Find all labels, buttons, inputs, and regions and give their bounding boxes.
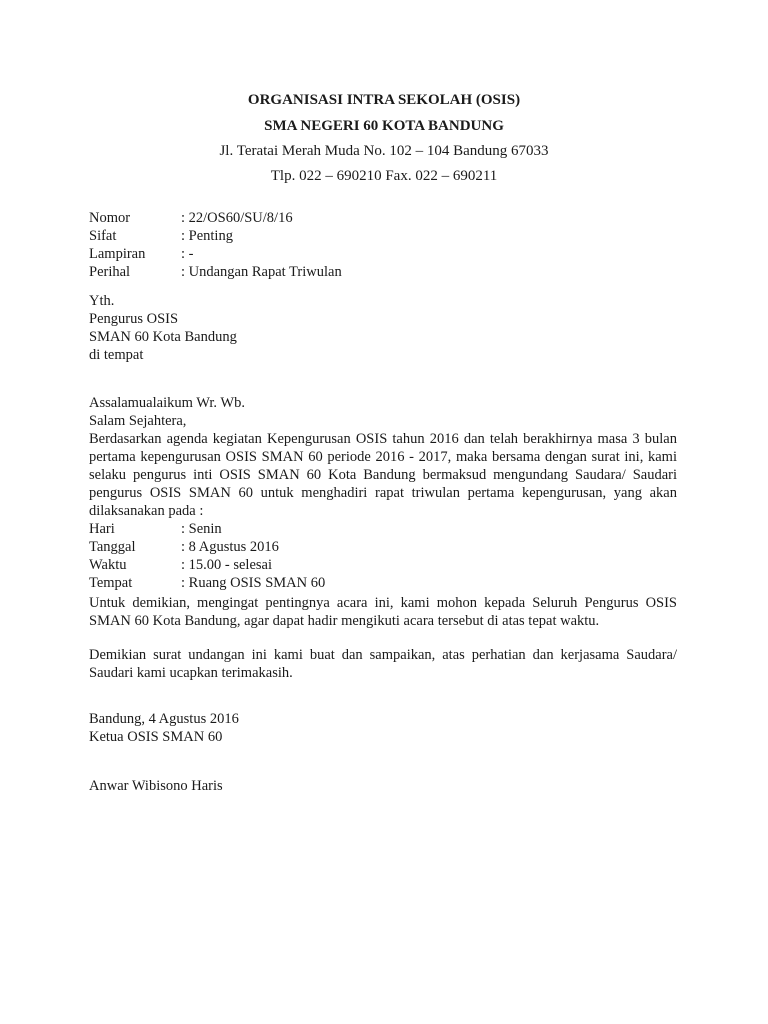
meta-row-sifat bbox=[89, 227, 677, 245]
recipient-line: Yth. bbox=[89, 293, 115, 309]
meta-label: Lampiran bbox=[89, 246, 146, 262]
body-line: pengurus OSIS SMAN 60 untuk menghadiri rapat triwulan pertama kepengurusan, yang akan bbox=[89, 485, 677, 501]
event-label: Waktu bbox=[89, 557, 127, 573]
school-address: Jl. Teratai Merah Muda No. 102 – 104 Bandung 67033 bbox=[219, 143, 549, 159]
signatory-name: Anwar Wibisono Haris bbox=[89, 778, 223, 794]
school-contact: Tlp. 022 – 690210 Fax. 022 – 690211 bbox=[270, 168, 498, 184]
meta-value: : Penting bbox=[181, 228, 233, 244]
body-line: Demikian surat undangan ini kami buat dan sampaikan, atas perhatian dan kerjasama Saudara/ bbox=[89, 647, 677, 663]
body-line: Untuk demikian, mengingat pentingnya acara ini, kami mohon kepada Seluruh Pengurus OSIS bbox=[89, 595, 677, 611]
closing-place-date: Bandung, 4 Agustus 2016 bbox=[89, 711, 239, 727]
school-name: SMA NEGERI 60 KOTA BANDUNG bbox=[264, 118, 504, 134]
event-value: : 8 Agustus 2016 bbox=[181, 539, 279, 555]
body-line: Saudari kami ucapkan terimakasih. bbox=[89, 665, 293, 681]
body-line: SMAN 60 Kota Bandung, agar dapat hadir mengikuti acara tersebut di atas tepat waktu. bbox=[89, 613, 600, 629]
meta-value: : - bbox=[181, 246, 194, 262]
event-row-tanggal bbox=[89, 538, 677, 556]
meta-label: Sifat bbox=[89, 228, 117, 244]
event-label: Tanggal bbox=[89, 539, 136, 555]
recipient-line: SMAN 60 Kota Bandung bbox=[89, 329, 237, 345]
closing-title: Ketua OSIS SMAN 60 bbox=[89, 729, 223, 745]
event-label: Tempat bbox=[89, 575, 133, 591]
greeting: Assalamualaikum Wr. Wb. bbox=[89, 395, 245, 411]
event-row-tempat bbox=[89, 574, 677, 592]
org-name: ORGANISASI INTRA SEKOLAH (OSIS) bbox=[247, 92, 521, 108]
recipient bbox=[89, 292, 677, 364]
body-line: selaku pengurus inti OSIS SMAN 60 Kota Bandung bermaksud mengundang Saudara/ Saudari bbox=[89, 467, 677, 483]
event-row-waktu bbox=[89, 556, 677, 574]
meta-label: Nomor bbox=[89, 210, 131, 226]
event-value: : 15.00 - selesai bbox=[181, 557, 273, 573]
meta-label: Perihal bbox=[89, 264, 131, 280]
event-value: : Senin bbox=[181, 521, 222, 537]
closing bbox=[89, 710, 677, 746]
meta-value: : 22/OS60/SU/8/16 bbox=[181, 210, 293, 226]
recipient-line: Pengurus OSIS bbox=[89, 311, 179, 327]
body-line: dilaksanakan pada : bbox=[89, 503, 204, 519]
paragraph-2 bbox=[89, 594, 677, 630]
greeting: Salam Sejahtera, bbox=[89, 413, 187, 429]
recipient-line: di tempat bbox=[89, 347, 144, 363]
event-label: Hari bbox=[89, 521, 115, 537]
event-row-hari bbox=[89, 520, 677, 538]
body-line: pertama kepengurusan OSIS SMAN 60 periode 2016 - 2017, maka bersama dengan surat ini, kami bbox=[89, 449, 677, 465]
meta-value: : Undangan Rapat Triwulan bbox=[181, 264, 342, 280]
event-value: : Ruang OSIS SMAN 60 bbox=[181, 575, 326, 591]
meta-row-perihal bbox=[89, 263, 677, 281]
paragraph-3 bbox=[89, 646, 677, 682]
letter-body bbox=[89, 394, 677, 592]
meta-row-lampiran bbox=[89, 245, 677, 263]
letter-meta bbox=[89, 209, 677, 281]
meta-row-nomor bbox=[89, 209, 677, 227]
body-line: Berdasarkan agenda kegiatan Kepengurusan OSIS tahun 2016 dan telah berakhirnya masa 3 bulan bbox=[89, 431, 677, 447]
